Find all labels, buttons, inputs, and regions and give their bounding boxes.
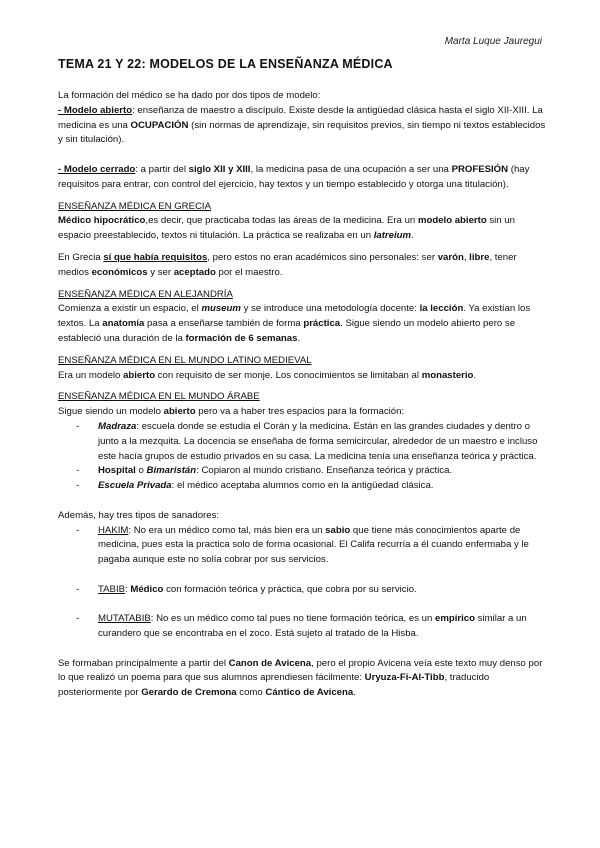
list-item-madraza: - Madraza: escuela donde se estudia el Corán y la medicina. Están en las grandes ciudades y dentro o junto a la mezquita. La docencia se enseñaba de forma semicircular, alrededor de un maestro e incluso este hacía grupos de estudio privados en su casa. La medicina tenía una enseñanza teórica y práctica. bbox=[98, 420, 548, 464]
medieval-paragraph: Era un modelo abierto con requisito de ser monje. Los conocimientos se limitaban al monasterio. bbox=[58, 369, 477, 381]
modelo-cerrado-label: - Modelo cerrado bbox=[58, 163, 136, 175]
section-heading-medieval: ENSEÑANZA MÉDICA EN EL MUNDO LATINO MEDIEVAL bbox=[58, 354, 312, 366]
document-body bbox=[58, 89, 548, 701]
modelo-cerrado-paragraph: - Modelo cerrado: a partir del siglo XII y XIII, la medicina pasa de una ocupación a ser una PROFESIÓN (hay requisitos para entrar, con control del ejercicio, hay textos y un tiempo establecido y otorga una titulación). bbox=[58, 163, 530, 190]
author-name: Marta Luque Jauregui bbox=[444, 36, 542, 47]
list-item-mutatabib: - MUTATABIB: No es un médico como tal pues no tiene formación teórica, es un empírico similar a un curandero que se encontraba en el zoco. Está sujeto al tratado de la Hisba. bbox=[98, 612, 548, 642]
list-item-hakim: - HAKIM: No era un médico como tal, más bien era un sabio que tiene más conocimientos aparte de medicina, pues esta la practica solo de forma ocasional. El Califa recurría a él cuando enfermaba y le pagaba aunque este no solía cobrar por sus servicios. bbox=[98, 524, 548, 568]
section-heading-grecia: ENSEÑANZA MÉDICA EN GRECIA bbox=[58, 200, 211, 212]
alejandria-paragraph: Comienza a existir un espacio, el museum y se introduce una metodología docente: la lección. Ya existían los textos. La anatomía pasa a enseñarse también de forma práctica. Sigue siendo un modelo abierto pero se estableció una duración de la formación de 6 semanas. bbox=[58, 303, 531, 344]
sanadores-list bbox=[58, 524, 548, 642]
list-item-tabib: - TABIB: Médico con formación teórica y práctica, que cobra por su servicio. bbox=[98, 583, 548, 598]
list-item-escuela-privada: - Escuela Privada: el médico aceptaba alumnos como en la antigüedad clásica. bbox=[98, 479, 548, 494]
sanadores-lead: Además, hay tres tipos de sanadores: bbox=[58, 509, 220, 521]
intro-lead: La formación del médico se ha dado por dos tipos de modelo: bbox=[58, 90, 321, 101]
section-heading-arabe: ENSEÑANZA MÉDICA EN EL MUNDO ÁRABE bbox=[58, 391, 260, 403]
modelo-abierto-paragraph: - Modelo abierto: enseñanza de maestro a discípulo. Existe desde la antigüedad clásica hasta el siglo XII-XIII. La medicina es una OCUPACIÓN (sin normas de aprendizaje, sin requisitos previos, sin tiempo ni textos establecidos y sin titulación). bbox=[58, 104, 546, 146]
arabe-lead: Sigue siendo un modelo abierto pero va a haber tres espacios para la formación: bbox=[58, 406, 405, 418]
section-heading-alejandria: ENSEÑANZA MÉDICA EN ALEJANDRÍA bbox=[58, 288, 233, 300]
list-item-hospital: - Hospital o Bimaristán: Copiaron al mundo cristiano. Enseñanza teórica y práctica. bbox=[98, 464, 548, 479]
document-title: TEMA 21 Y 22: MODELOS DE LA ENSEÑANZA MÉDICA bbox=[58, 57, 393, 71]
arabe-spaces-list bbox=[58, 420, 548, 494]
modelo-abierto-label: - Modelo abierto bbox=[58, 104, 133, 116]
avicena-paragraph: Se formaban principalmente a partir del Canon de Avicena, pero el propio Avicena veía este texto muy denso por lo que realizó un poema para que sus alumnos aprendiesen fácilmente: Uryuza-Fi-Al-Tibb, traducido posteriormente por Gerardo de Cremona como Cántico de Avicena. bbox=[58, 657, 543, 699]
grecia-paragraph-1: Médico hipocrático,es decir, que practicaba todas las áreas de la medicina. Era un modelo abierto sin un espacio preestablecido, textos ni titulación. La práctica se realizaba en un latreium. bbox=[58, 215, 515, 242]
grecia-paragraph-2: En Grecia sí que había requisitos, pero estos no eran académicos sino personales: ser varón, libre, tener medios económicos y ser aceptado por el maestro. bbox=[58, 251, 517, 278]
